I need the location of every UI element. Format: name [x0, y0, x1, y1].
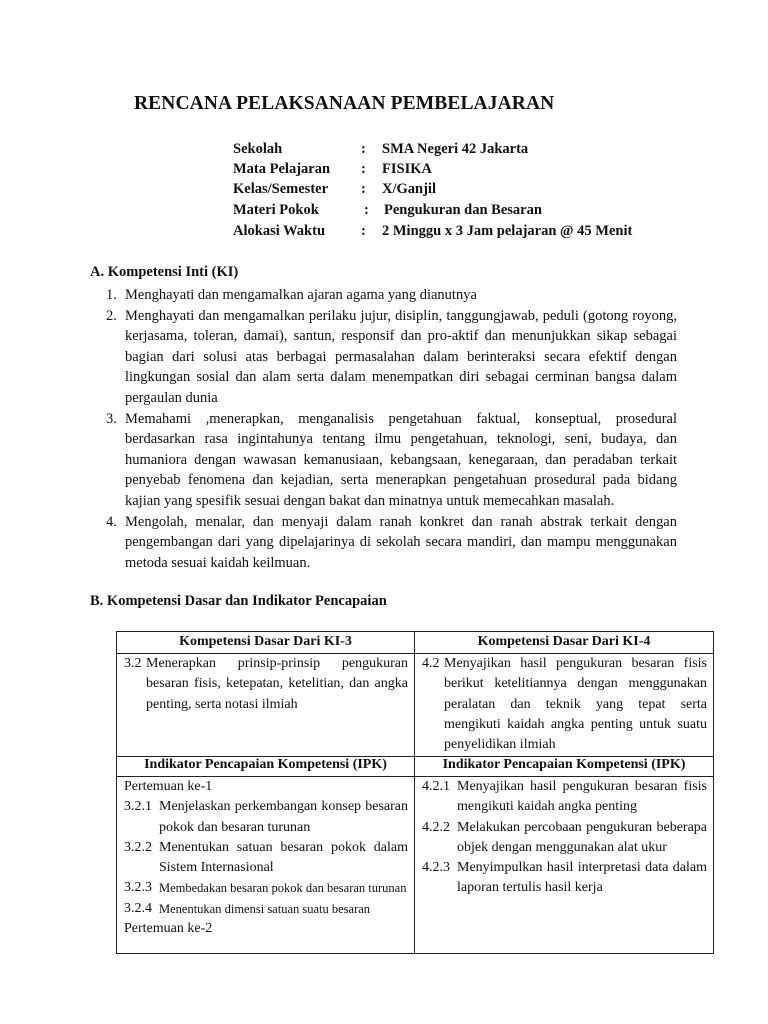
kd-text: Menyajikan hasil pengukuran besaran fisis berikut ketelitiannya dengan menggunakan peralatan dan teknik yang tepat serta mengikuti kaidah angka penting untuk suatu penyelidikan ilmiah — [444, 656, 707, 753]
info-value: SMA Negeri 42 Jakarta — [382, 141, 529, 157]
header-kd-ki4: Kompetensi Dasar Dari KI-4 — [477, 634, 651, 649]
list-item — [106, 285, 677, 306]
info-label: Materi Pokok — [233, 202, 319, 218]
competency-table — [116, 631, 714, 954]
info-value: Pengukuran dan Besaran — [384, 202, 542, 218]
column-divider — [414, 632, 415, 953]
ipk-item — [124, 838, 408, 879]
ipk-text: Menyajikan hasil pengukuran besaran fisis mengikuti kaidah angka penting — [457, 779, 707, 815]
info-label: Kelas/Semester — [233, 181, 329, 197]
section-b-heading: B. Kompetensi Dasar dan Indikator Pencapaian — [90, 593, 387, 609]
kd-cell-left — [124, 654, 408, 715]
list-item-number: 3. — [106, 410, 117, 427]
ipk-number: 4.2.2 — [422, 819, 450, 835]
meeting-label: Pertemuan ke-1 — [124, 779, 213, 794]
ipk-cell-right — [422, 777, 707, 899]
info-colon: : — [361, 223, 366, 239]
ipk-item — [422, 858, 707, 899]
ipk-text: Menjelaskan perkembangan konsep besaran pokok dan besaran turunan — [159, 799, 408, 835]
header-ipk-left: Indikator Pencapaian Kompetensi (IPK) — [144, 757, 387, 772]
header-kd-ki3: Kompetensi Dasar Dari KI-3 — [179, 634, 352, 649]
info-label: Mata Pelajaran — [233, 161, 331, 177]
ipk-cell-left — [124, 777, 408, 939]
ipk-text: Menyimpulkan hasil interpretasi data dalam laporan tertulis hasil kerja — [457, 860, 707, 896]
list-item — [106, 306, 677, 409]
ipk-number: 3.2.3 — [124, 880, 152, 896]
info-value: 2 Minggu x 3 Jam pelajaran @ 45 Menit — [382, 223, 633, 239]
ki-list — [106, 285, 677, 573]
info-colon: : — [361, 141, 366, 157]
info-value: FISIKA — [382, 161, 432, 177]
ipk-number: 4.2.3 — [422, 860, 450, 876]
ipk-item — [422, 818, 707, 859]
kd-number: 3.2 — [124, 656, 142, 671]
meeting-label: Pertemuan ke-2 — [124, 921, 213, 937]
ipk-item — [124, 899, 408, 919]
ipk-number: 3.2.4 — [124, 900, 152, 916]
info-label: Alokasi Waktu — [233, 223, 326, 239]
kd-number: 4.2 — [422, 656, 440, 671]
list-item-number: 1. — [106, 287, 117, 303]
info-colon: : — [364, 202, 369, 218]
ipk-number: 3.2.2 — [124, 839, 152, 855]
ipk-item — [422, 777, 707, 818]
list-item-text: Memahami ,menerapkan, menganalisis pengetahuan faktual, konseptual, prosedural berdasarkan rasa ingintahunya tentang ilmu pengetahuan, teknologi, seni, budaya, dan humaniora dengan wawasan kemanusiaan, kebangsaan, kenegaraan, dan peradaban terkait penyebab fenomena dan kejadian, serta menerapkan pengetahuan prosedural pada bidang kajian yang spesifik sesuai dengan bakat dan minatnya untuk memecahkan masalah. — [125, 410, 677, 509]
page-title: RENCANA PELAKSANAAN PEMBELAJARAN — [134, 93, 555, 114]
list-item — [106, 409, 677, 512]
ipk-number: 4.2.1 — [422, 779, 450, 794]
list-item-text: Menghayati dan mengamalkan perilaku jujur, disiplin, tanggungjawab, peduli (gotong royong, kerjasama, toleran, damai), santun, responsif dan pro-aktif dan menunjukkan sikap sebagai bagian dari solusi atas berbagai permasalahan dalam berinteraksi secara efektif dengan lingkungan sosial dan alam serta dalam menempatkan diri sebagai cerminan bangsa dalam pergaulan dunia — [125, 307, 677, 406]
section-a-heading: A. Kompetensi Inti (KI) — [90, 264, 239, 280]
info-colon: : — [361, 161, 366, 177]
kd-cell-right — [422, 654, 707, 755]
info-label: Sekolah — [233, 141, 283, 157]
list-item-number: 2. — [106, 307, 117, 324]
ipk-item — [124, 878, 408, 898]
info-value: X/Ganjil — [382, 181, 436, 197]
list-item-text: Mengolah, menalar, dan menyaji dalam ranah konkret dan ranah abstrak terkait dengan pengembangan dari yang dipelajarinya di sekolah secara mandiri, dan mampu menggunakan metoda sesuai kaidah keilmuan. — [125, 513, 677, 571]
ipk-item — [124, 797, 408, 838]
list-item-number: 4. — [106, 513, 117, 530]
ipk-number: 3.2.1 — [124, 799, 152, 815]
ipk-text: Menentukan satuan besaran pokok dalam Sistem Internasional — [159, 839, 408, 876]
list-item-text: Menghayati dan mengamalkan ajaran agama yang dianutnya — [125, 287, 477, 303]
kd-text: Menerapkan prinsip-prinsip pengukuran besaran fisis, ketepatan, ketelitian, dan angka penting, serta notasi ilmiah — [146, 656, 408, 712]
ipk-text: Membedakan besaran pokok dan besaran turunan — [159, 881, 407, 896]
info-colon: : — [361, 181, 366, 197]
header-ipk-right: Indikator Pencapaian Kompetensi (IPK) — [442, 757, 686, 772]
ipk-text: Menentukan dimensi satuan suatu besaran — [159, 901, 371, 916]
ipk-text: Melakukan percobaan pengukuran beberapa objek dengan menggunakan alat ukur — [457, 819, 707, 855]
list-item — [106, 512, 677, 574]
